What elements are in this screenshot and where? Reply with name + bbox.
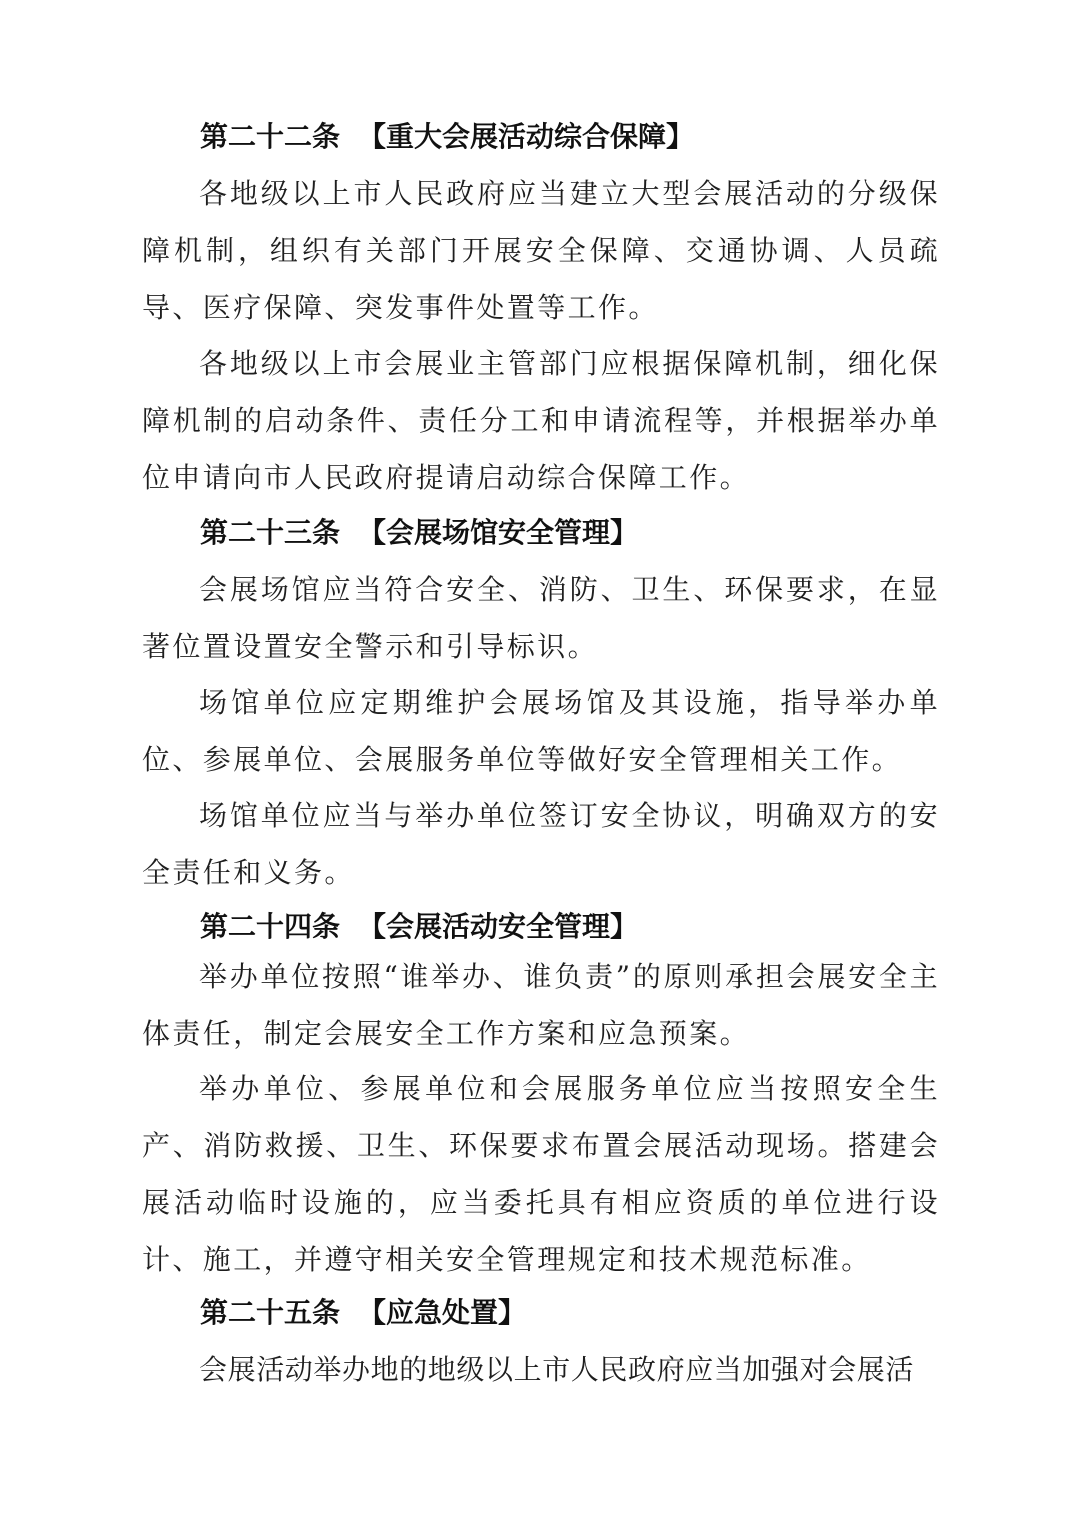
article-paragraph: 各地级以上市人民政府应当建立大型会展活动的分级保障机制，组织有关部门开展安全保障、交通协调、人员疏导、医疗保障、突发事件处置等工作。 [142,177,940,324]
article-number: 第二十二条 [200,120,341,153]
article-number: 第二十五条 [200,1296,341,1329]
article-number: 第二十三条 [200,516,341,549]
article-heading [200,1293,526,1333]
article-heading [200,513,638,553]
article-title: 【会展活动安全管理】 [358,910,639,943]
article-number: 第二十四条 [200,910,341,943]
article-paragraph: 会展活动举办地的地级以上市人民政府应当加强对会展活 [199,1353,915,1386]
article-heading [200,907,638,947]
article-paragraph: 场馆单位应定期维护会展场馆及其设施，指导举办单位、参展单位、会展服务单位等做好安全管理相关工作。 [142,686,940,776]
article-paragraph: 举办单位、参展单位和会展服务单位应当按照安全生产、消防救援、卫生、环保要求布置会展活动现场。搭建会展活动临时设施的，应当委托具有相应资质的单位进行设计、施工，并遵守相关安全管理规定和技术规范标准。 [142,1072,940,1276]
article-paragraph: 各地级以上市会展业主管部门应根据保障机制，细化保障机制的启动条件、责任分工和申请流程等，并根据举办单位申请向市人民政府提请启动综合保障工作。 [142,347,940,494]
article-paragraph: 场馆单位应当与举办单位签订安全协议，明确双方的安全责任和义务。 [142,799,940,889]
article-title: 【会展场馆安全管理】 [358,516,639,549]
article-heading [200,117,694,157]
article-paragraph: 举办单位按照“谁举办、谁负责”的原则承担会展安全主体责任，制定会展安全工作方案和应急预案。 [142,960,940,1050]
article-title: 【应急处置】 [358,1296,527,1329]
article-title: 【重大会展活动综合保障】 [358,120,695,153]
article-paragraph: 会展场馆应当符合安全、消防、卫生、环保要求，在显著位置设置安全警示和引导标识。 [142,573,940,663]
